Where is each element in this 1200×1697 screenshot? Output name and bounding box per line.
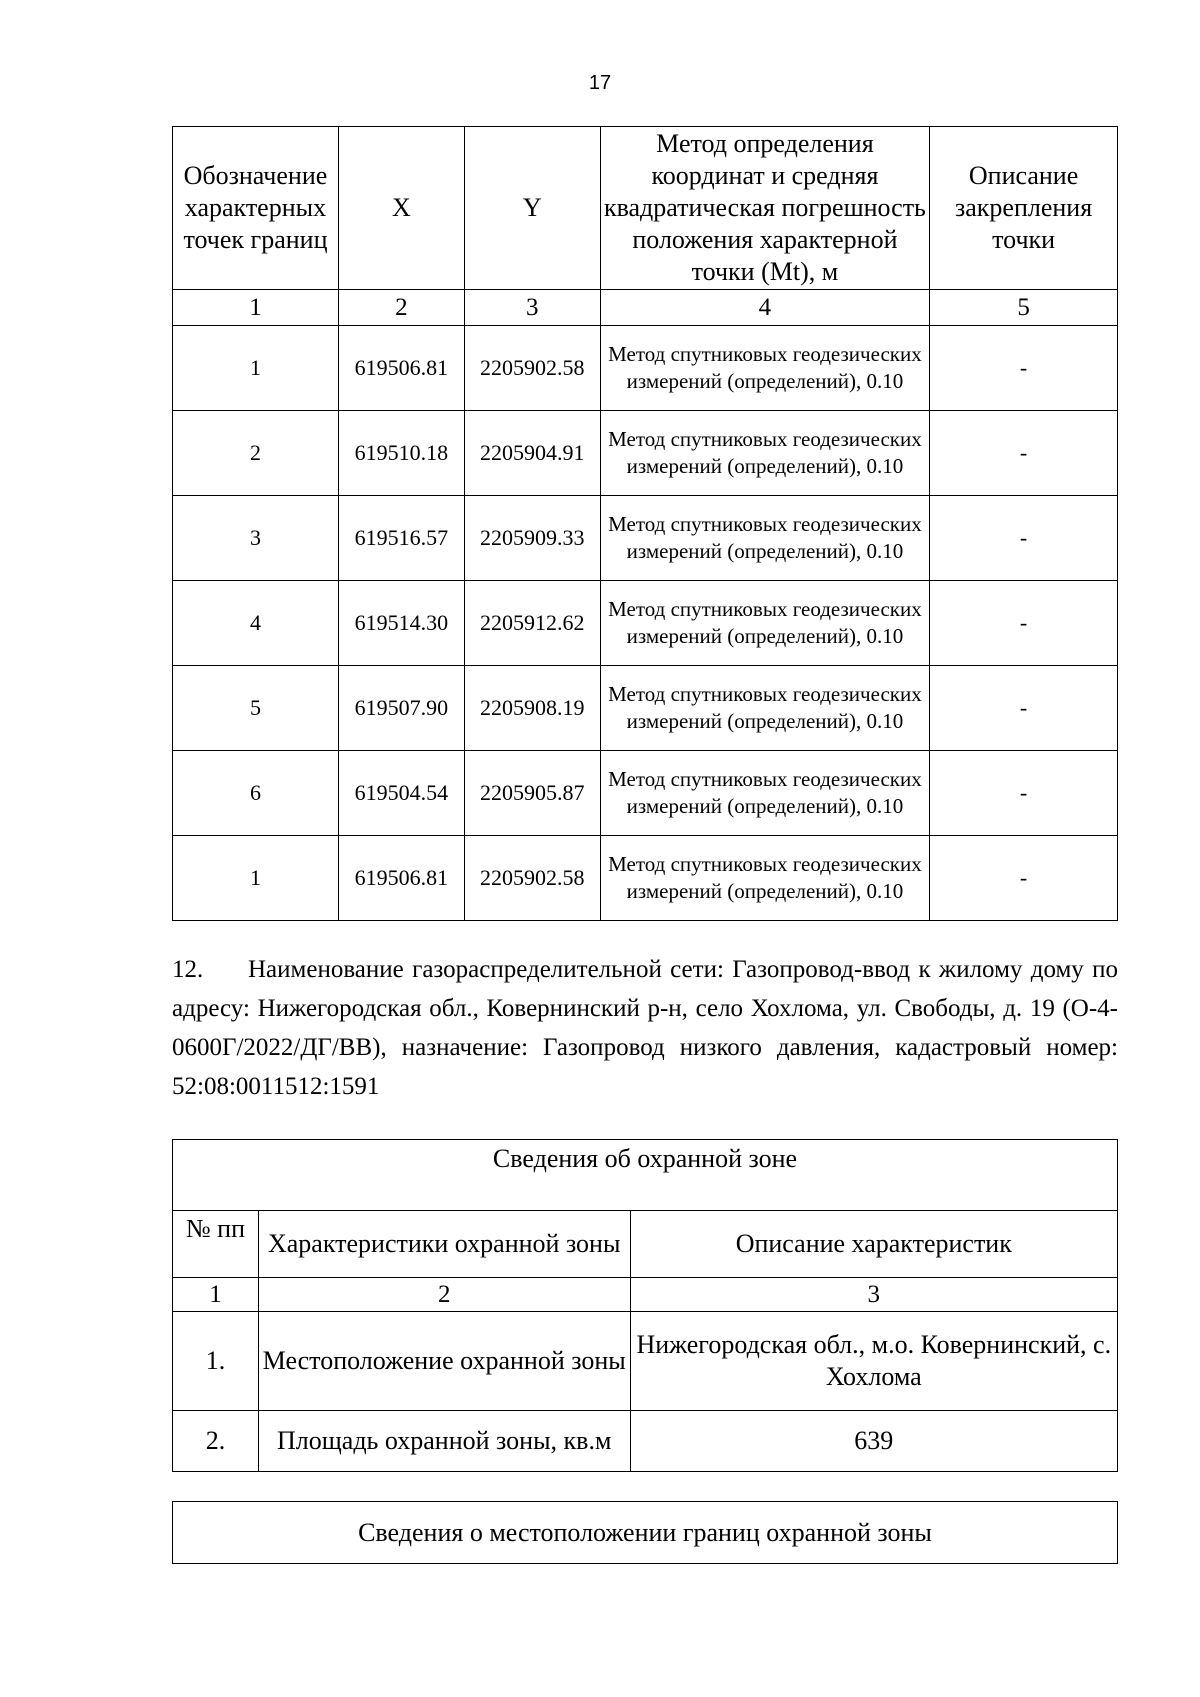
row-number: 1. bbox=[173, 1312, 259, 1411]
page-number: 17 bbox=[588, 72, 612, 94]
table-row bbox=[173, 496, 1118, 581]
method-cell: Метод спутниковых геодезических измерений (определений), 0.10 bbox=[600, 496, 929, 581]
method-cell: Метод спутниковых геодезических измерений (определений), 0.10 bbox=[600, 836, 929, 921]
y-cell: 2205912.62 bbox=[464, 581, 600, 666]
header-x: X bbox=[338, 127, 464, 290]
coordinates-table bbox=[172, 126, 1118, 921]
x-cell: 619514.30 bbox=[338, 581, 464, 666]
column-number: 3 bbox=[464, 290, 600, 326]
table-row bbox=[173, 411, 1118, 496]
column-number-row bbox=[173, 1278, 1118, 1312]
y-cell: 2205909.33 bbox=[464, 496, 600, 581]
description-cell: - bbox=[930, 581, 1118, 666]
column-number: 5 bbox=[930, 290, 1118, 326]
header-method: Метод определения координат и средняя квадратическая погрешность положения характерной точки (Mt), м bbox=[600, 127, 929, 290]
zone-table-title: Сведения об охранной зоне bbox=[173, 1140, 1118, 1211]
description-cell: - bbox=[930, 411, 1118, 496]
y-cell: 2205908.19 bbox=[464, 666, 600, 751]
column-number: 2 bbox=[338, 290, 464, 326]
header-fixing-description: Описание закрепления точки bbox=[930, 127, 1118, 290]
table-row bbox=[173, 666, 1118, 751]
column-number: 2 bbox=[258, 1278, 630, 1312]
table-header-row bbox=[173, 127, 1118, 290]
header-characteristics: Характеристики охранной зоны bbox=[258, 1211, 630, 1278]
x-cell: 619516.57 bbox=[338, 496, 464, 581]
header-number: № пп bbox=[173, 1211, 259, 1278]
description-cell: - bbox=[930, 326, 1118, 411]
description-cell: - bbox=[930, 836, 1118, 921]
characteristic-name: Местоположение охранной зоны bbox=[258, 1312, 630, 1411]
characteristic-value: Нижегородская обл., м.о. Ковернинский, с. Хохлома bbox=[630, 1312, 1117, 1411]
x-cell: 619504.54 bbox=[338, 751, 464, 836]
point-cell: 6 bbox=[173, 751, 339, 836]
method-cell: Метод спутниковых геодезических измерений (определений), 0.10 bbox=[600, 666, 929, 751]
header-point-designation: Обозначение характерных точек границ bbox=[173, 127, 339, 290]
column-number: 1 bbox=[173, 290, 339, 326]
point-cell: 5 bbox=[173, 666, 339, 751]
row-number: 2. bbox=[173, 1411, 259, 1472]
column-number: 1 bbox=[173, 1278, 259, 1312]
table-row bbox=[173, 836, 1118, 921]
point-cell: 3 bbox=[173, 496, 339, 581]
table-title-row bbox=[173, 1140, 1118, 1211]
section-text: Наименование газораспределительной сети: Газопровод-ввод к жилому дому по адресу: Нижегородская обл., Ковернинский р-н, село Хохлома, ул. Свободы, д. 19 (О-4-0600Г/2022/ДГ/ВВ), назначение: Газопровод низкого давления, кадастровый номер: 52:08:0011512:1591 bbox=[172, 956, 1118, 1100]
table-row bbox=[173, 326, 1118, 411]
method-cell: Метод спутниковых геодезических измерений (определений), 0.10 bbox=[600, 751, 929, 836]
table-row bbox=[173, 751, 1118, 836]
method-cell: Метод спутниковых геодезических измерений (определений), 0.10 bbox=[600, 326, 929, 411]
method-cell: Метод спутниковых геодезических измерений (определений), 0.10 bbox=[600, 411, 929, 496]
y-cell: 2205905.87 bbox=[464, 751, 600, 836]
table-header-row bbox=[173, 1211, 1118, 1278]
header-description: Описание характеристик bbox=[630, 1211, 1117, 1278]
zone-boundaries-table bbox=[172, 1501, 1118, 1564]
x-cell: 619507.90 bbox=[338, 666, 464, 751]
y-cell: 2205904.91 bbox=[464, 411, 600, 496]
table-row bbox=[173, 581, 1118, 666]
column-number-row bbox=[173, 290, 1118, 326]
header-y: Y bbox=[464, 127, 600, 290]
point-cell: 4 bbox=[173, 581, 339, 666]
characteristic-value: 639 bbox=[630, 1411, 1117, 1472]
y-cell: 2205902.58 bbox=[464, 326, 600, 411]
method-cell: Метод спутниковых геодезических измерений (определений), 0.10 bbox=[600, 581, 929, 666]
point-cell: 1 bbox=[173, 326, 339, 411]
section-number: 12. bbox=[172, 956, 204, 983]
point-cell: 1 bbox=[173, 836, 339, 921]
column-number: 3 bbox=[630, 1278, 1117, 1312]
protection-zone-table bbox=[172, 1139, 1118, 1472]
x-cell: 619510.18 bbox=[338, 411, 464, 496]
description-cell: - bbox=[930, 496, 1118, 581]
x-cell: 619506.81 bbox=[338, 326, 464, 411]
x-cell: 619506.81 bbox=[338, 836, 464, 921]
bounds-table-title: Сведения о местоположении границ охранной зоны bbox=[173, 1502, 1118, 1564]
y-cell: 2205902.58 bbox=[464, 836, 600, 921]
column-number: 4 bbox=[600, 290, 929, 326]
table-row bbox=[173, 1411, 1118, 1472]
table-title-row bbox=[173, 1502, 1118, 1564]
description-cell: - bbox=[930, 666, 1118, 751]
table-row bbox=[173, 1312, 1118, 1411]
characteristic-name: Площадь охранной зоны, кв.м bbox=[258, 1411, 630, 1472]
section-paragraph bbox=[172, 950, 1118, 1106]
point-cell: 2 bbox=[173, 411, 339, 496]
description-cell: - bbox=[930, 751, 1118, 836]
